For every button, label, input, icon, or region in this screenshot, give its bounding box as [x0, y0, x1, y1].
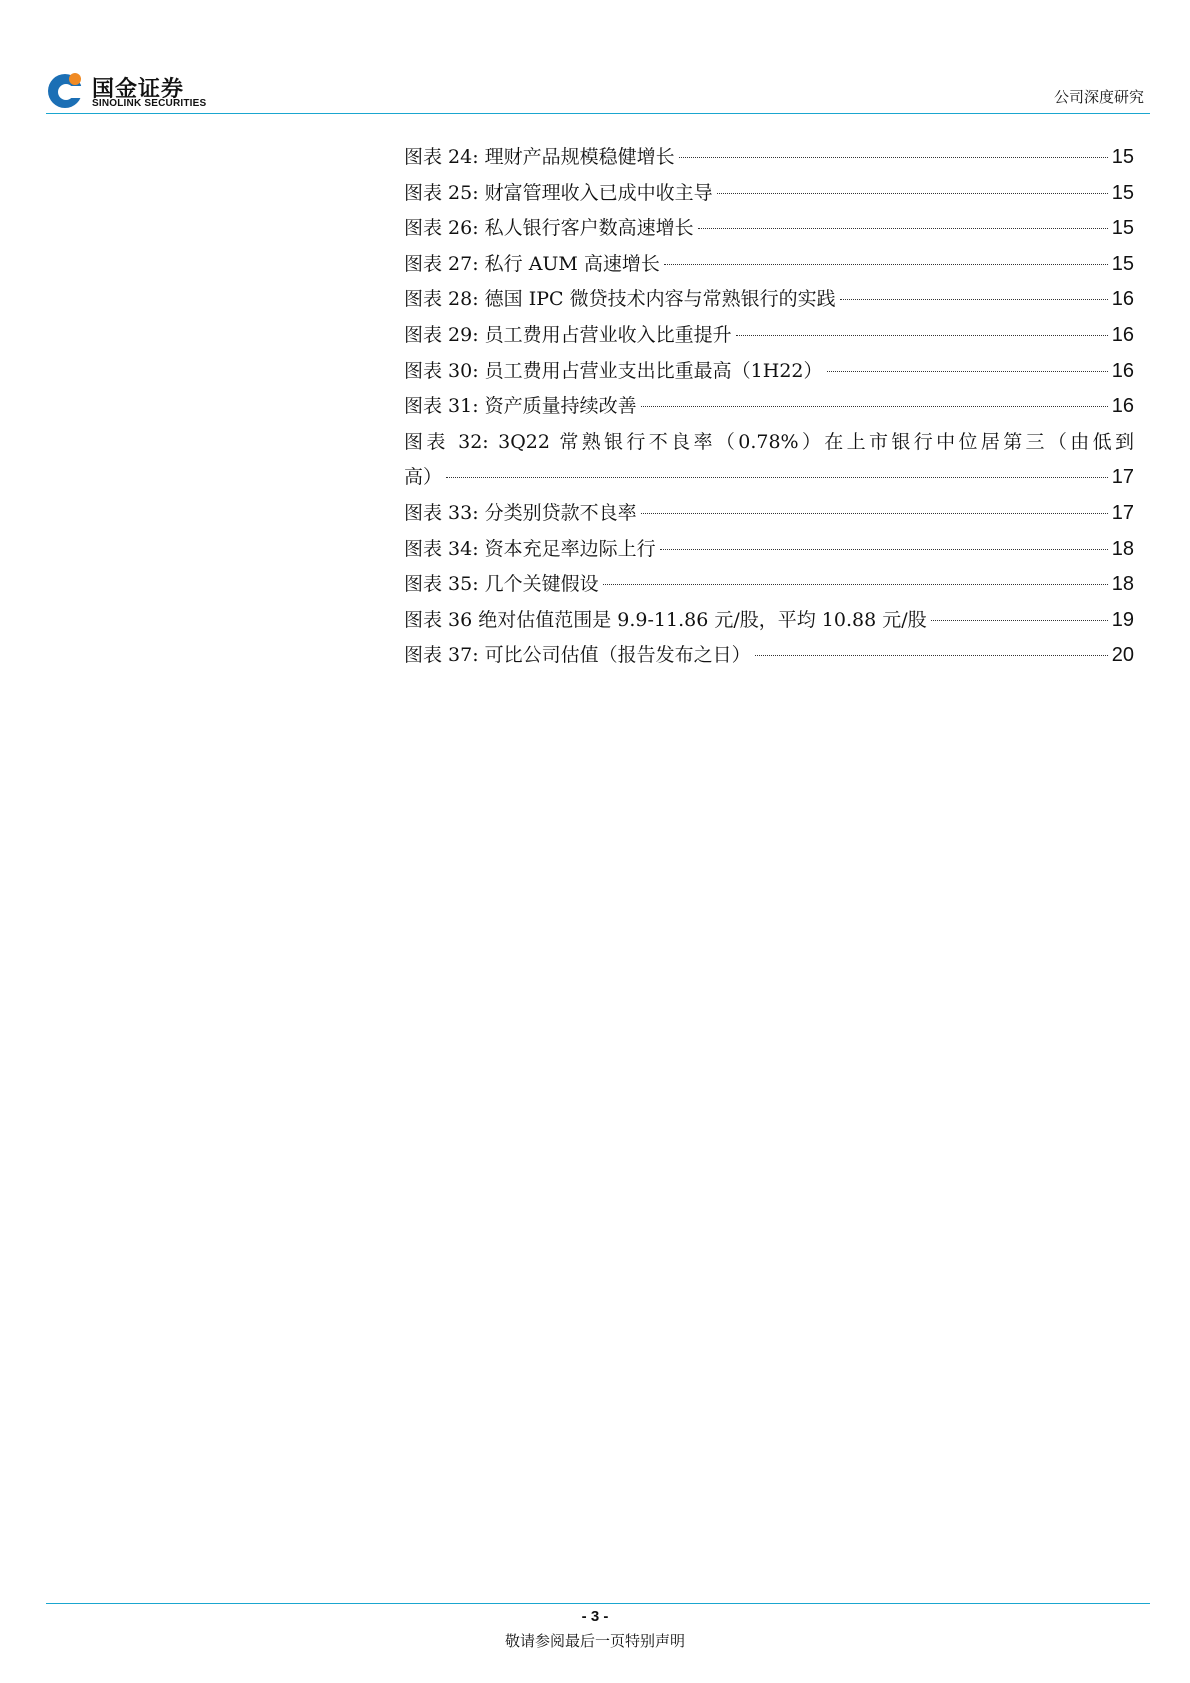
toc-dot-leader [641, 513, 1108, 514]
toc-entry[interactable] [404, 534, 1134, 570]
footer-divider [46, 1603, 1150, 1604]
toc-entry-page: 17 [1111, 466, 1134, 489]
toc-dot-leader [641, 406, 1108, 407]
toc-entry[interactable] [404, 178, 1134, 214]
toc-entry[interactable] [404, 498, 1134, 534]
toc-entry-title: 图表 30: 员工费用占营业支出比重最高（1H22） [404, 359, 823, 382]
toc-entry[interactable] [404, 142, 1134, 178]
toc-entry-title: 图表 25: 财富管理收入已成中收主导 [404, 181, 713, 204]
toc-entry-title: 图表 26: 私人银行客户数高速增长 [404, 217, 694, 240]
toc-entry-title: 图表 36 绝对估值范围是 9.9-11.86 元/股，平均 10.88 元/股 [404, 608, 927, 631]
toc-entry-page: 19 [1111, 608, 1134, 631]
logo-english-name: SINOLINK SECURITIES [92, 98, 207, 109]
logo-chinese-name: 国金证券 [92, 77, 185, 102]
sinolink-logo-icon [46, 70, 86, 110]
toc-dot-leader [717, 193, 1108, 194]
toc-entry-page: 16 [1111, 395, 1134, 418]
toc-dot-leader [446, 477, 1108, 478]
toc-entry-page: 15 [1111, 146, 1134, 168]
toc-entry-title: 图表 29: 员工费用占营业收入比重提升 [404, 323, 732, 346]
toc-entry[interactable] [404, 391, 1134, 427]
toc-entry[interactable] [404, 213, 1134, 249]
toc-dot-leader [931, 620, 1108, 621]
toc-entry-title: 图表 35: 几个关键假设 [404, 573, 599, 596]
toc-entry-page: 15 [1111, 217, 1134, 240]
toc-entry-page: 17 [1111, 501, 1134, 524]
toc-entry-page: 16 [1111, 323, 1134, 346]
toc-entry[interactable] [404, 605, 1134, 641]
toc-entry[interactable] [404, 356, 1134, 392]
toc-entry-title: 图表 24: 理财产品规模稳健增长 [404, 146, 675, 168]
toc-entry-title: 图表 32: 3Q22 常熟银行不良率（0.78%）在上市银行中位居第三（由低到 [404, 430, 1134, 453]
table-of-figures [404, 142, 1134, 676]
toc-entry[interactable] [404, 569, 1134, 605]
header-divider [46, 113, 1150, 114]
company-logo [46, 70, 236, 110]
toc-dot-leader [736, 335, 1108, 336]
toc-dot-leader [840, 299, 1108, 300]
toc-dot-leader [698, 228, 1108, 229]
toc-entry-wrapped-line1[interactable] [404, 427, 1134, 463]
toc-dot-leader [679, 157, 1108, 158]
page-number: - 3 - [581, 1608, 609, 1625]
toc-entry-title: 图表 27: 私行 AUM 高速增长 [404, 252, 660, 275]
toc-entry-title: 图表 31: 资产质量持续改善 [404, 395, 637, 418]
toc-entry[interactable] [404, 320, 1134, 356]
toc-entry[interactable] [404, 249, 1134, 285]
toc-entry-title: 图表 34: 资本充足率边际上行 [404, 537, 656, 560]
report-type-label: 公司深度研究 [1053, 88, 1144, 106]
toc-dot-leader [827, 371, 1108, 372]
toc-dot-leader [660, 549, 1108, 550]
toc-entry-title: 图表 37: 可比公司估值（报告发布之日） [404, 644, 751, 667]
toc-entry-wrapped-line2[interactable] [404, 462, 1134, 498]
toc-entry-title-continued: 高） [404, 466, 443, 489]
toc-dot-leader [603, 584, 1108, 585]
toc-dot-leader [755, 655, 1108, 656]
toc-entry-title: 图表 33: 分类别贷款不良率 [404, 501, 637, 524]
toc-entry-page: 16 [1111, 288, 1134, 311]
toc-entry-page: 18 [1111, 573, 1134, 596]
toc-entry-page: 15 [1111, 252, 1134, 275]
toc-entry[interactable] [404, 640, 1134, 676]
toc-entry-page: 15 [1111, 181, 1134, 204]
page-header [46, 66, 1150, 114]
toc-entry-page: 20 [1111, 644, 1134, 667]
toc-entry-title: 图表 28: 德国 IPC 微贷技术内容与常熟银行的实践 [404, 288, 836, 311]
footer-disclaimer: 敬请参阅最后一页特别声明 [504, 1632, 685, 1650]
toc-entry-page: 18 [1111, 537, 1134, 560]
toc-entry-page: 16 [1111, 359, 1134, 382]
toc-dot-leader [664, 264, 1108, 265]
toc-entry[interactable] [404, 284, 1134, 320]
